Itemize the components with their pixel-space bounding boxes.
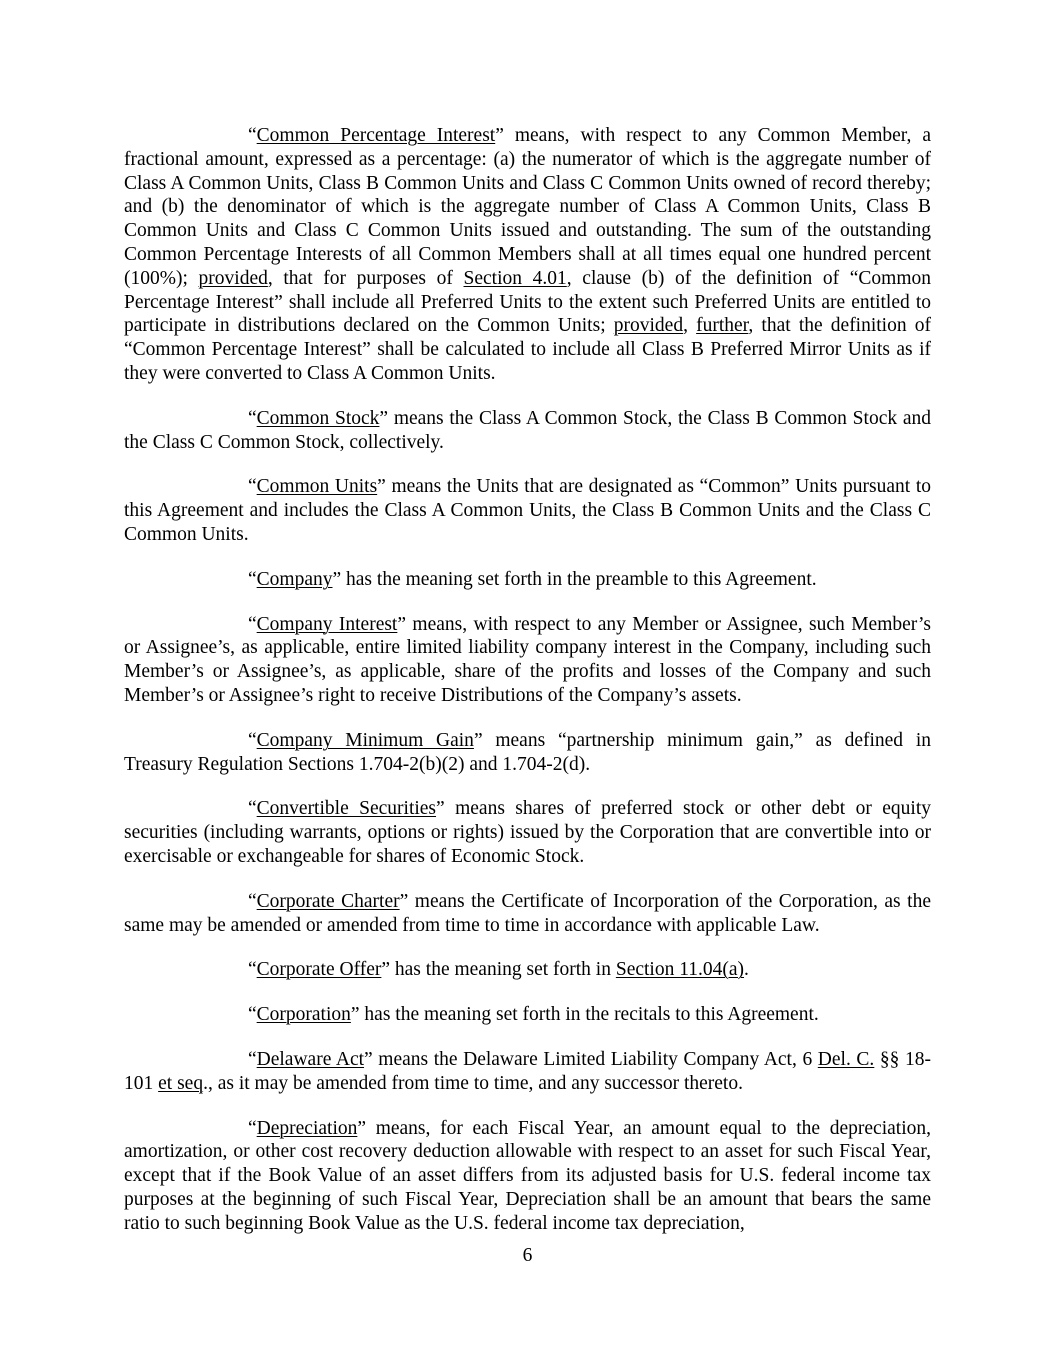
definition-text: §§ 18-101 — [124, 1048, 931, 1094]
definition-text: , that the definition of “Common Percentage Interest” shall be calculated to include all Class B Preferred Mirror Units as if they were converted to Class A Common Units. — [124, 315, 931, 384]
defined-term: Company Minimum Gain — [256, 729, 474, 751]
definition-company-interest — [124, 613, 931, 708]
defined-term: Corporation — [256, 1004, 351, 1026]
document-page — [124, 124, 931, 1256]
defined-term: Depreciation — [256, 1117, 358, 1139]
definition-text: “ — [248, 798, 257, 820]
definition-depreciation — [124, 1117, 931, 1236]
underlined-reference: Del. C. — [817, 1048, 875, 1070]
definition-text: “ — [248, 890, 257, 912]
defined-term: Company — [256, 568, 333, 590]
defined-term: Convertible Securities — [256, 798, 437, 820]
definition-common-units — [124, 475, 931, 546]
page-number: 6 — [522, 1245, 533, 1266]
definition-text: ” has the meaning set forth in the recitals to this Agreement. — [350, 1004, 819, 1026]
definition-text: , — [683, 315, 697, 337]
definition-text: ” means, for each Fiscal Year, an amount equal to the depreciation, amortization, or other cost recovery deduction allowable with respect to an asset for such Fiscal Year, except that if the Book Value of an asset differs from its adjusted basis for U.S. federal income tax purposes at the beginning of such Fiscal Year, Depreciation shall be an amount that bears the same ratio to such beginning Book Value as the U.S. federal income tax depreciation, — [124, 1117, 931, 1234]
definition-text: ” has the meaning set forth in the preamble to this Agreement. — [332, 568, 817, 590]
definition-text: , clause (b) of the definition of “Common Percentage Interest” shall include all Preferred Units to the extent such Preferred Units are entitled to participate in distributions declared on the Common Units; — [124, 267, 931, 337]
underlined-reference: provided — [198, 267, 268, 289]
definition-text: “ — [248, 1117, 257, 1139]
underlined-reference: further — [696, 315, 749, 337]
definition-text: ” means “partnership minimum gain,” as defined in Treasury Regulation Sections 1.704-2(b)(2) and 1.704-2(d). — [124, 729, 931, 775]
definition-text: ” means the Units that are designated as “Common” Units pursuant to this Agreement and includes the Class A Common Units, the Class B Common Units and the Class C Common Units. — [124, 476, 931, 545]
definition-text: ” means the Class A Common Stock, the Class B Common Stock and the Class C Common Stock, collectively. — [124, 407, 931, 453]
definition-corporation — [124, 1003, 931, 1027]
definition-text: “ — [248, 568, 257, 590]
definition-text: , that for purposes of — [267, 267, 464, 289]
definition-delaware-act — [124, 1048, 931, 1096]
definition-text: “ — [248, 476, 257, 498]
definition-text: “ — [248, 125, 257, 146]
definition-convertible-securities — [124, 797, 931, 868]
definition-text: “ — [248, 959, 257, 981]
defined-term: Common Percentage Interest — [256, 125, 496, 146]
definition-text: “ — [248, 729, 257, 751]
definition-company-minimum-gain — [124, 729, 931, 777]
definition-text: “ — [248, 613, 257, 635]
definition-text: ., as it may be amended from time to time, and any successor thereto. — [203, 1072, 743, 1094]
defined-term: Company Interest — [256, 613, 398, 635]
definition-common-stock — [124, 407, 931, 455]
underlined-reference: Section 11.04(a) — [615, 959, 745, 981]
definition-text: ” means shares of preferred stock or other debt or equity securities (including warrants, options or rights) issued by the Corporation that are convertible into or exercisable or exchangeable for shares of Economic Stock. — [124, 798, 931, 867]
defined-term: Corporate Offer — [256, 959, 382, 981]
defined-term: Delaware Act — [256, 1048, 365, 1070]
definition-text: “ — [248, 1004, 257, 1026]
definition-text: ” has the meaning set forth in — [381, 959, 616, 981]
definition-corporate-offer — [124, 958, 931, 982]
defined-term: Corporate Charter — [256, 890, 400, 912]
definition-text: ” means, with respect to any Member or Assignee, such Member’s or Assignee’s, as applicable, entire limited liability company interest in the Company, including such Member’s or Assignee’s, as applicable, share of the profits and losses of the Company and such Member’s or Assignee’s right to receive Distributions of the Company’s assets. — [124, 613, 931, 706]
definition-text: ” means the Delaware Limited Liability Company Act, 6 — [364, 1048, 818, 1070]
definition-text: ” means the Certificate of Incorporation of the Corporation, as the same may be amended or amended from time to time in accordance with applicable Law. — [124, 890, 931, 936]
definition-text: ” means, with respect to any Common Member, a fractional amount, expressed as a percentage: (a) the numerator of which is the aggregate number of Class A Common Units, Class B Common Units and Class C Common Units owned of record thereby; and (b) the denominator of which is the aggregate number of Class A Common Units, Class B Common Units and Class C Common Units issued and outstanding. The sum of the outstanding Common Percentage Interests of all Common Members shall at all times equal one hundred percent (100%); — [124, 125, 931, 289]
definition-company — [124, 568, 931, 592]
definition-text: “ — [248, 407, 257, 429]
underlined-reference: et seq — [158, 1072, 204, 1094]
underlined-reference: Section 4.01 — [463, 267, 567, 289]
underlined-reference: provided — [613, 315, 684, 337]
definition-corporate-charter — [124, 890, 931, 938]
defined-term: Common Units — [256, 476, 378, 498]
defined-term: Common Stock — [256, 407, 380, 429]
definition-common-percentage-interest — [124, 124, 931, 386]
definition-text: “ — [248, 1048, 257, 1070]
definition-text: . — [744, 959, 749, 981]
